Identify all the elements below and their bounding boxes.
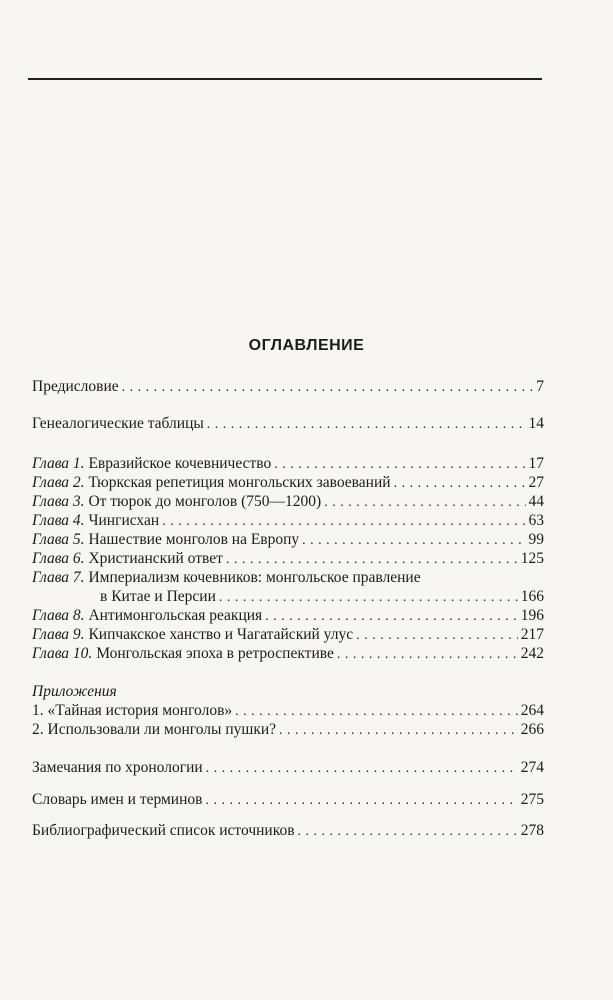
toc-entry-appendix xyxy=(32,701,544,721)
toc-entry-page: 217 xyxy=(520,626,544,643)
chapter-number: Глава 3. xyxy=(32,493,85,510)
toc-entry-bibliography xyxy=(32,821,544,841)
chapter-title-continuation: в Китае и Персии xyxy=(100,588,216,605)
toc-entry-chronology xyxy=(32,758,544,778)
chapter-title: Тюркская репетиция монгольских завоеваний xyxy=(88,474,391,491)
dot-leader xyxy=(337,645,518,664)
toc-entry-chapter xyxy=(32,511,544,531)
toc-entry-page: 166 xyxy=(520,588,544,605)
toc-entry-chapter xyxy=(32,568,544,587)
toc-entry-page: 44 xyxy=(528,493,544,510)
toc-entry-page: 278 xyxy=(520,822,544,839)
toc-entry-page: 274 xyxy=(520,759,544,776)
dot-leader xyxy=(207,415,526,434)
toc-entry-chapter xyxy=(32,530,544,550)
toc-entry-label: Библиографический список источников xyxy=(32,822,295,839)
toc-entry-chapter-continuation xyxy=(100,587,544,607)
toc-entry-chapter xyxy=(32,492,544,512)
toc-entry-chapter xyxy=(32,549,544,569)
page-title: ОГЛАВЛЕНИЕ xyxy=(248,337,365,354)
toc-entry-page: 264 xyxy=(520,702,544,719)
toc-entry-chapter xyxy=(32,454,544,474)
toc-entry-appendix xyxy=(32,720,544,740)
chapter-number: Глава 8. xyxy=(32,607,85,624)
chapter-title: Кипчакское ханство и Чагатайский улус xyxy=(88,626,354,643)
chapter-title: Монгольская эпоха в ретроспективе xyxy=(96,645,334,662)
chapter-title: От тюрок до монголов (750—1200) xyxy=(88,493,322,510)
chapter-title: Империализм кочевников: монгольское правление xyxy=(88,569,421,586)
chapter-title: Христианский ответ xyxy=(88,550,223,567)
toc-entry-label: Замечания по хронологии xyxy=(32,759,203,776)
toc-entry-page: 242 xyxy=(520,645,544,662)
dot-leader xyxy=(206,759,518,778)
chapter-number: Глава 9. xyxy=(32,626,85,643)
toc-entry-page: 196 xyxy=(520,607,544,624)
chapter-number: Глава 7. xyxy=(32,569,85,586)
chapter-number: Глава 5. xyxy=(32,531,85,548)
chapter-title: Чингисхан xyxy=(88,512,160,529)
toc-entry-page: 99 xyxy=(528,531,544,548)
appendices-heading: Приложения xyxy=(32,683,117,700)
chapter-number: Глава 6. xyxy=(32,550,85,567)
dot-leader xyxy=(279,721,518,740)
toc-entry-page: 14 xyxy=(528,415,544,432)
toc-entry-page: 27 xyxy=(528,474,544,491)
toc-entry-genealogy xyxy=(32,414,544,434)
toc-entry-glossary xyxy=(32,790,544,810)
dot-leader xyxy=(226,550,518,569)
dot-leader xyxy=(122,378,534,397)
dot-leader xyxy=(265,607,518,626)
chapter-title: Нашествие монголов на Европу xyxy=(88,531,300,548)
toc-entry-page: 125 xyxy=(520,550,544,567)
toc-entry-label: 1. «Тайная история монголов» xyxy=(32,702,233,719)
chapter-number: Глава 4. xyxy=(32,512,85,529)
dot-leader xyxy=(162,512,525,531)
chapter-title: Антимонгольская реакция xyxy=(88,607,263,624)
toc-entry-chapter xyxy=(32,606,544,626)
dot-leader xyxy=(356,626,518,645)
dot-leader xyxy=(394,474,526,493)
chapter-number: Глава 10. xyxy=(32,645,93,662)
chapter-number: Глава 2. xyxy=(32,474,85,491)
toc-entry-label: 2. Использовали ли монголы пушки? xyxy=(32,721,277,738)
dot-leader xyxy=(205,791,517,810)
dot-leader xyxy=(235,702,518,721)
dot-leader xyxy=(302,531,525,550)
toc-entry-preface xyxy=(32,377,544,397)
toc-entry-page: 63 xyxy=(528,512,544,529)
dot-leader xyxy=(219,588,518,607)
dot-leader xyxy=(274,455,525,474)
top-rule xyxy=(28,78,542,80)
toc-entry-page: 275 xyxy=(520,791,544,808)
toc-entry-chapter xyxy=(32,625,544,645)
toc-entry-label: Предисловие xyxy=(32,378,119,395)
dot-leader xyxy=(298,822,518,841)
chapter-title: Евразийское кочевничество xyxy=(88,455,272,472)
chapter-number: Глава 1. xyxy=(32,455,85,472)
toc-entry-chapter xyxy=(32,473,544,493)
toc-entry-page: 266 xyxy=(520,721,544,738)
dot-leader xyxy=(324,493,525,512)
toc-entry-label: Словарь имен и терминов xyxy=(32,791,203,808)
toc-entry-page: 17 xyxy=(528,455,544,472)
toc-entry-chapter xyxy=(32,644,544,664)
toc-entry-label: Генеалогические таблицы xyxy=(32,415,204,432)
toc-entry-page: 7 xyxy=(536,378,544,395)
